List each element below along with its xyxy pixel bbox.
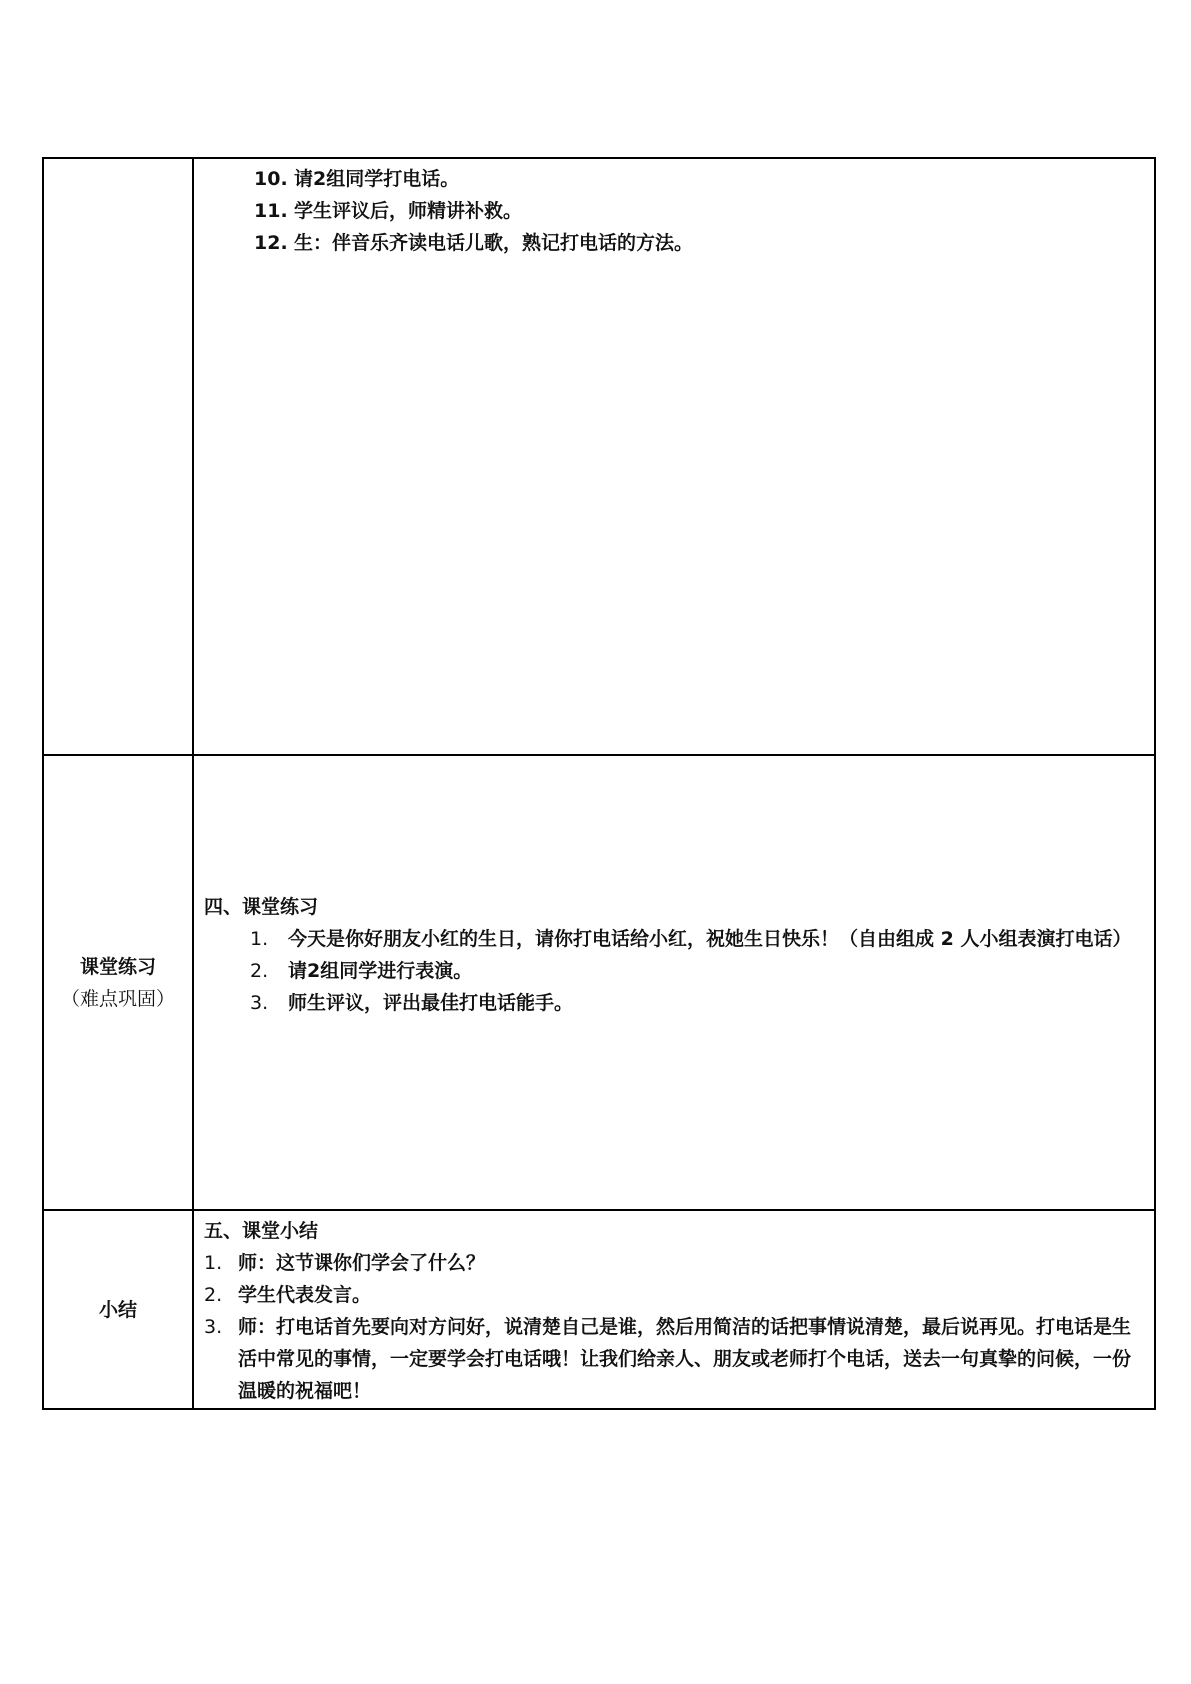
table-row: [43, 755, 1155, 1210]
row-label: 小结: [98, 1298, 137, 1321]
item-text: 师生评议，评出最佳打电话能手。: [288, 992, 574, 1014]
lesson-plan-table: [42, 157, 1156, 1410]
section-heading: 四、课堂练习: [204, 896, 319, 918]
list-item: [194, 923, 1154, 955]
row-label-cell: [43, 158, 193, 755]
table-row: [43, 158, 1155, 755]
list-item: [194, 1311, 1154, 1407]
list-item: [194, 195, 1154, 227]
item-number: 3.: [204, 1316, 223, 1338]
item-text: 学生代表发言。: [238, 1284, 372, 1306]
row-label-cell: [43, 1210, 193, 1409]
item-number: 3.: [250, 992, 269, 1014]
row-content-cell: [193, 1210, 1155, 1409]
list-item: [194, 1279, 1154, 1311]
item-text: 生：伴音乐齐读电话儿歌，熟记打电话的方法。: [294, 232, 694, 254]
list-item: [194, 1247, 1154, 1279]
list-item: [194, 227, 1154, 259]
section-heading: 五、课堂小结: [204, 1220, 319, 1242]
item-text: 学生评议后，师精讲补救。: [294, 200, 523, 222]
item-text: 请2组同学进行表演。: [288, 960, 473, 982]
item-number: 1.: [250, 928, 269, 950]
item-text: 师：这节课你们学会了什么？: [238, 1252, 486, 1274]
list-item: [194, 987, 1154, 1019]
table-row: [43, 1210, 1155, 1409]
item-number: 2.: [204, 1284, 223, 1306]
item-text: 师：打电话首先要向对方问好，说清楚自己是谁，然后用简洁的话把事情说清楚，最后说再见。打电话是生活中常见的事情，一定要学会打电话哦！让我们给亲人、朋友或老师打个电话，送去一句真挚的问候，一份温暖的祝福吧！: [238, 1316, 1132, 1402]
item-number: 12.: [254, 232, 288, 254]
row-label-sub: （难点巩固）: [60, 987, 175, 1010]
row-content-cell: [193, 158, 1155, 755]
row-content-cell: [193, 755, 1155, 1210]
item-number: 11.: [254, 200, 288, 222]
item-number: 2.: [250, 960, 269, 982]
row-label: 课堂练习: [79, 955, 156, 978]
row-label-cell: [43, 755, 193, 1210]
item-text: 请2组同学打电话。: [294, 168, 460, 190]
list-item: [194, 955, 1154, 987]
item-number: 1.: [204, 1252, 223, 1274]
list-item: [194, 163, 1154, 195]
item-text: 今天是你好朋友小红的生日，请你打电话给小红，祝她生日快乐！（自由组成 2 人小组表演打电话）: [288, 928, 1132, 950]
item-number: 10.: [254, 168, 288, 190]
